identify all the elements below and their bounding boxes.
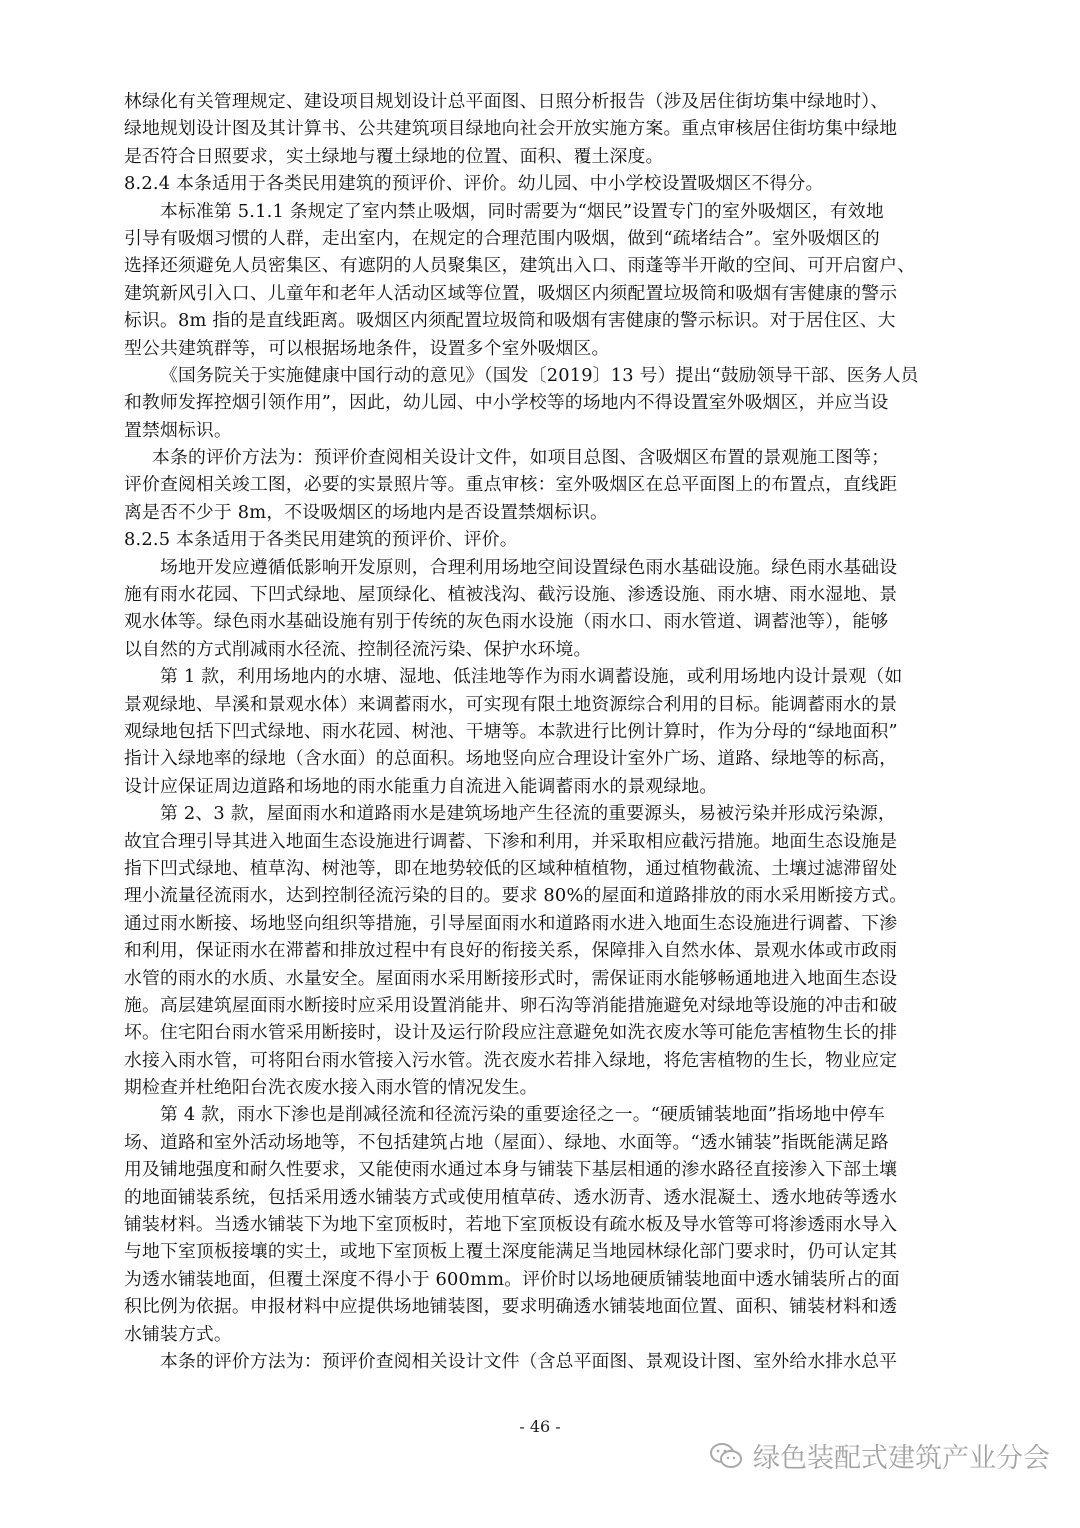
text-line: 林绿化有关管理规定、建设项目规划设计总平面图、日照分析报告（涉及居住街坊集中绿地时）、 <box>124 91 889 112</box>
text-line: 水管的雨水的水质、水量安全。屋面雨水采用断接形式时，需保证雨水能够畅通地进入地面生态设 <box>124 967 898 989</box>
text-line: 水铺装方式。 <box>124 1323 232 1345</box>
text-line: 第 2、3 款，屋面雨水和道路雨水是建筑场地产生径流的重要源头，易被污染并形成污染源， <box>160 803 896 825</box>
text-line: 引导有吸烟习惯的人群，走出室内，在规定的合理范围内吸烟，做到“疏堵结合”。室外吸烟区的 <box>124 227 880 249</box>
text-line: 铺装材料。当透水铺装下为地下室顶板时，若地下室顶板设有疏水板及导水管等可将渗透雨水导入 <box>124 1214 898 1236</box>
document-body <box>124 88 942 1375</box>
text-line: 观水体等。绿色雨水基础设施有别于传统的灰色雨水设施（雨水口、雨水管道、调蓄池等），能够 <box>124 611 889 633</box>
text-line: 标识。8m 指的是直线距离。吸烟区内须配置垃圾筒和吸烟有害健康的警示标识。对于居住区、大 <box>124 310 896 332</box>
text-line: 《国务院关于实施健康中国行动的意见》（国发〔2019〕13 号）提出“鼓励领导干部、医务人员 <box>160 364 919 386</box>
text-line: 期检查并杜绝阳台洗衣废水接入雨水管的情况发生。 <box>124 1077 538 1099</box>
text-line: 是否符合日照要求，实土绿地与覆土绿地的位置、面积、覆土深度。 <box>124 145 664 167</box>
text-line: 绿地规划设计图及其计算书、公共建筑项目绿地向社会开放实施方案。重点审核居住街坊集中绿地 <box>124 118 898 140</box>
text-line: 本标准第 5.1.1 条规定了室内禁止吸烟，同时需要为“烟民”设置专门的室外吸烟区，有效地 <box>160 200 884 222</box>
text-line: 第 4 款，雨水下渗也是削减径流和径流污染的重要途径之一。“硬质铺装地面”指场地中停车 <box>160 1104 886 1126</box>
watermark <box>709 1436 1050 1475</box>
text-line: 和教师发挥控烟引领作用”，因此，幼儿园、中小学校等的场地内不得设置室外吸烟区，并应当设 <box>124 392 889 414</box>
wechat-icon <box>709 1442 743 1470</box>
text-line: 设计应保证周边道路和场地的雨水能重力自流进入能调蓄雨水的景观绿地。 <box>124 775 718 797</box>
page-number: - 46 - <box>519 1417 561 1436</box>
text-line: 景观绿地、旱溪和景观水体）来调蓄雨水，可实现有限土地资源综合利用的目标。能调蓄雨水的景 <box>124 693 898 715</box>
watermark-text: 绿色装配式建筑产业分会 <box>753 1443 1050 1474</box>
text-line: 8.2.5 本条适用于各类民用建筑的预评价、评价。 <box>124 529 518 551</box>
text-line: 建筑新风引入口、儿童年和老年人活动区域等位置，吸烟区内须配置垃圾筒和吸烟有害健康的警示 <box>124 282 898 304</box>
text-line: 观绿地包括下凹式绿地、雨水花园、树池、干塘等。本款进行比例计算时，作为分母的“绿地面积” <box>124 720 898 742</box>
text-line: 第 1 款，利用场地内的水塘、湿地、低洼地等作为雨水调蓄设施，或利用场地内设计景观（如 <box>160 666 903 688</box>
text-line: 和利用，保证雨水在滞蓄和排放过程中有良好的衔接关系，保障排入自然水体、景观水体或市政雨 <box>124 940 898 962</box>
text-line: 离是否不少于 8m，不设吸烟区的场地内是否设置禁烟标识。 <box>124 501 608 523</box>
text-line: 施有雨水花园、下凹式绿地、屋顶绿化、植被浅沟、截污设施、渗透设施、雨水塘、雨水湿地、景 <box>124 584 898 606</box>
text-line: 施。高层建筑屋面雨水断接时应采用设置消能井、卵石沟等消能措施避免对绿地等设施的冲击和破 <box>124 994 898 1016</box>
text-line: 场地开发应遵循低影响开发原则，合理利用场地空间设置绿色雨水基础设施。绿色雨水基础设 <box>160 556 898 578</box>
text-line: 以自然的方式削减雨水径流、控制径流污染、保护水环境。 <box>124 638 592 660</box>
text-line: 通过雨水断接、场地竖向组织等措施，引导屋面雨水和道路雨水进入地面生态设施进行调蓄、下渗 <box>124 912 898 934</box>
text-line: 故宜合理引导其进入地面生态设施进行调蓄、下渗和利用，并采取相应截污措施。地面生态设施是 <box>124 830 898 852</box>
text-line: 用及铺地强度和耐久性要求，又能使雨水通过本身与铺装下基层相通的渗水路径直接渗入下部土壤 <box>124 1159 898 1181</box>
text-line: 的地面铺装系统，包括采用透水铺装方式或使用植草砖、透水沥青、透水混凝土、透水地砖等透水 <box>124 1186 898 1208</box>
text-line: 指计入绿地率的绿地（含水面）的总面积。场地竖向应合理设计室外广场、道路、绿地等的标高， <box>124 748 898 770</box>
text-line: 8.2.4 本条适用于各类民用建筑的预评价、评价。幼儿园、中小学校设置吸烟区不得分。 <box>124 173 824 195</box>
text-line: 选择还须避免人员密集区、有遮阴的人员聚集区，建筑出入口、雨蓬等半开敞的空间、可开启窗户、 <box>124 255 916 277</box>
text-line: 与地下室顶板接壤的实土，或地下室顶板上覆土深度能满足当地园林绿化部门要求时，仍可认定其 <box>124 1241 898 1263</box>
text-line: 置禁烟标识。 <box>124 419 232 441</box>
text-line: 理小流量径流雨水，达到控制径流污染的目的。要求 80%的屋面和道路排放的雨水采用断接方式。 <box>124 885 908 907</box>
text-line: 型公共建筑群等，可以根据场地条件，设置多个室外吸烟区。 <box>124 337 610 359</box>
text-line: 本条的评价方法为：预评价查阅相关设计文件（含总平面图、景观设计图、室外给水排水总平 <box>160 1350 898 1372</box>
text-line: 水接入雨水管，可将阳台雨水管接入污水管。洗衣废水若排入绿地，将危害植物的生长，物业应定 <box>124 1049 898 1071</box>
text-line: 场、道路和室外活动场地等，不包括建筑占地（屋面）、绿地、水面等。“透水铺装”指既能满足路 <box>124 1131 889 1153</box>
text-line: 为透水铺装地面，但覆土深度不得小于 600mm。评价时以场地硬质铺装地面中透水铺装所占的面 <box>124 1268 900 1290</box>
text-line: 坏。住宅阳台雨水管采用断接时，设计及运行阶段应注意避免如洗衣废水等可能危害植物生长的排 <box>124 1022 898 1044</box>
text-line: 积比例为依据。申报材料中应提供场地铺装图，要求明确透水铺装地面位置、面积、铺装材料和透 <box>124 1296 898 1318</box>
text-line: 指下凹式绿地、植草沟、树池等，即在地势较低的区域种植植物，通过植物截流、土壤过滤滞留处 <box>124 857 898 879</box>
text-line: 本条的评价方法为：预评价查阅相关设计文件，如项目总图、含吸烟区布置的景观施工图等； <box>152 447 890 469</box>
text-line: 评价查阅相关竣工图，必要的实景照片等。重点审核：室外吸烟区在总平面图上的布置点，直线距 <box>124 474 898 496</box>
